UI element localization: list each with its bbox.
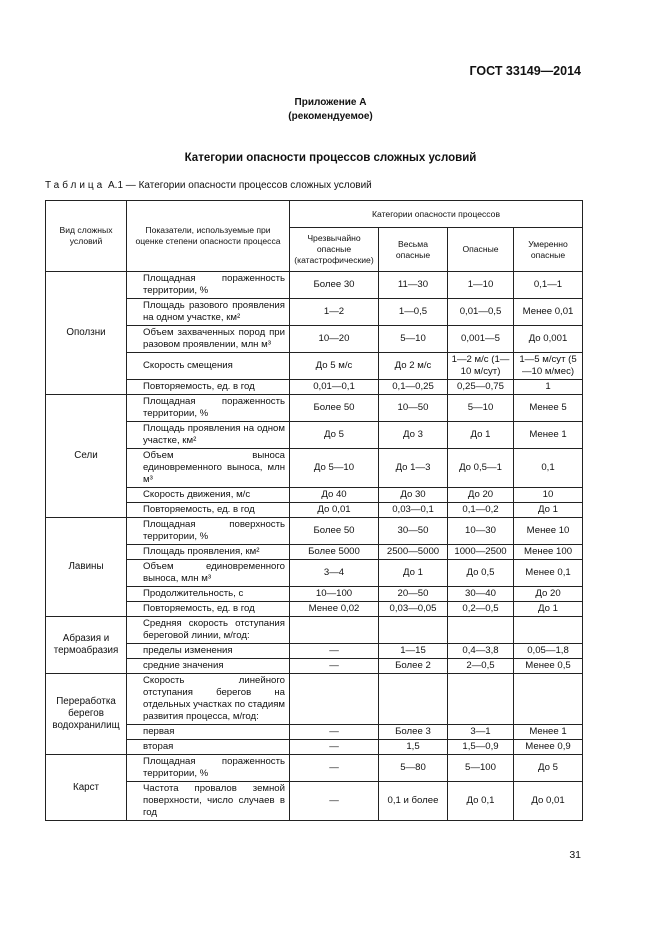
- category-value-cell: До 40: [290, 488, 379, 503]
- category-value-cell: 0,1—0,2: [448, 503, 514, 518]
- page-heading: Категории опасности процессов сложных условий: [184, 152, 477, 164]
- category-value-cell: Менее 10: [514, 518, 583, 545]
- table-row: [46, 659, 583, 674]
- category-value-cell: Менее 5: [514, 395, 583, 422]
- category-value-cell: До 0,01: [290, 503, 379, 518]
- condition-type-cell: Абразия и термоабразия: [46, 617, 127, 674]
- indicator-cell: Площадь проявления на одном участке, км²: [127, 422, 290, 449]
- category-value-cell: 1—5 м/сут (5—10 м/мес): [514, 353, 583, 380]
- category-value-cell: —: [290, 740, 379, 755]
- category-value-cell: —: [290, 755, 379, 782]
- table-row: [46, 617, 583, 644]
- category-value-cell: —: [290, 644, 379, 659]
- category-value-cell: 0,01—0,5: [448, 299, 514, 326]
- category-value-cell: До 1: [448, 422, 514, 449]
- indicator-cell: первая: [127, 725, 290, 740]
- category-value-cell: 1,5: [379, 740, 448, 755]
- category-value-cell: 3—4: [290, 560, 379, 587]
- category-value-cell: 2—0,5: [448, 659, 514, 674]
- condition-type-cell: Оползни: [46, 272, 127, 395]
- category-value-cell: До 0,001: [514, 326, 583, 353]
- condition-type-cell: Карст: [46, 755, 127, 821]
- category-value-cell: 10—50: [379, 395, 448, 422]
- table-row: [46, 644, 583, 659]
- category-value-cell: 5—10: [379, 326, 448, 353]
- indicator-cell: Объем захваченных пород при разовом проявлении, млн м³: [127, 326, 290, 353]
- category-value-cell: 30—40: [448, 587, 514, 602]
- indicator-cell: Скорость смещения: [127, 353, 290, 380]
- indicator-cell: средние значения: [127, 659, 290, 674]
- category-value-cell: 1—2: [290, 299, 379, 326]
- category-value-cell: [379, 617, 448, 644]
- table-caption-text: А.1 — Категории опасности процессов сложных условий: [108, 180, 372, 191]
- header-dangerous: Опасные: [448, 228, 514, 272]
- annex-title: Приложение А: [294, 97, 367, 108]
- header-condition-type: Вид сложных условий: [46, 201, 127, 272]
- category-value-cell: 0,1 и более: [379, 782, 448, 821]
- indicator-cell: Площадная пораженность территории, %: [127, 272, 290, 299]
- category-value-cell: До 1—3: [379, 449, 448, 488]
- category-value-cell: 10—100: [290, 587, 379, 602]
- category-value-cell: 11—30: [379, 272, 448, 299]
- category-value-cell: 20—50: [379, 587, 448, 602]
- category-value-cell: —: [290, 659, 379, 674]
- category-value-cell: До 1: [514, 503, 583, 518]
- page-number: 31: [569, 849, 581, 861]
- table-caption-prefix: Таблица: [45, 180, 106, 191]
- category-value-cell: 5—100: [448, 755, 514, 782]
- category-value-cell: [290, 617, 379, 644]
- category-value-cell: 1—0,5: [379, 299, 448, 326]
- table-row: [46, 503, 583, 518]
- header-categories: Категории опасности процессов: [290, 201, 583, 228]
- category-value-cell: 0,03—0,1: [379, 503, 448, 518]
- indicator-cell: вторая: [127, 740, 290, 755]
- category-value-cell: —: [290, 782, 379, 821]
- category-value-cell: —: [290, 725, 379, 740]
- category-value-cell: Менее 0,9: [514, 740, 583, 755]
- table-row: [46, 740, 583, 755]
- category-value-cell: Более 3: [379, 725, 448, 740]
- table-row: [46, 725, 583, 740]
- table-row: [46, 326, 583, 353]
- hazard-table-body: [46, 201, 583, 821]
- category-value-cell: 1000—2500: [448, 545, 514, 560]
- category-value-cell: До 3: [379, 422, 448, 449]
- category-value-cell: Менее 0,5: [514, 659, 583, 674]
- table-row: [46, 422, 583, 449]
- category-value-cell: 0,1—1: [514, 272, 583, 299]
- indicator-cell: Площадная пораженность территории, %: [127, 755, 290, 782]
- table-row: [46, 353, 583, 380]
- category-value-cell: До 0,1: [448, 782, 514, 821]
- indicator-cell: Объем выноса единовременного выноса, млн м³: [127, 449, 290, 488]
- category-value-cell: Более 5000: [290, 545, 379, 560]
- indicator-cell: Продолжительность, с: [127, 587, 290, 602]
- table-row: [46, 299, 583, 326]
- indicator-cell: Скорость линейного отступания берегов на отдельных участках по стадиям развития процесса, м/год:: [127, 674, 290, 725]
- category-value-cell: 0,1: [514, 449, 583, 488]
- category-value-cell: До 20: [514, 587, 583, 602]
- category-value-cell: 0,01—0,1: [290, 380, 379, 395]
- category-value-cell: 0,001—5: [448, 326, 514, 353]
- category-value-cell: Менее 0,1: [514, 560, 583, 587]
- table-row: [46, 380, 583, 395]
- category-value-cell: 3—1: [448, 725, 514, 740]
- category-value-cell: Менее 1: [514, 422, 583, 449]
- hazard-table: [45, 200, 583, 821]
- category-value-cell: До 2 м/с: [379, 353, 448, 380]
- category-value-cell: [448, 617, 514, 644]
- condition-type-cell: Сели: [46, 395, 127, 518]
- category-value-cell: [514, 617, 583, 644]
- category-value-cell: До 30: [379, 488, 448, 503]
- category-value-cell: Более 50: [290, 518, 379, 545]
- category-value-cell: 1—2 м/с (1—10 м/сут): [448, 353, 514, 380]
- category-value-cell: 0,25—0,75: [448, 380, 514, 395]
- category-value-cell: До 1: [379, 560, 448, 587]
- category-value-cell: Более 2: [379, 659, 448, 674]
- table-row: [46, 560, 583, 587]
- category-value-cell: 30—50: [379, 518, 448, 545]
- table-row: [46, 449, 583, 488]
- table-row: [46, 518, 583, 545]
- category-value-cell: [514, 674, 583, 725]
- table-header-row: [46, 201, 583, 228]
- category-value-cell: 10—30: [448, 518, 514, 545]
- table-row: [46, 272, 583, 299]
- category-value-cell: 0,2—0,5: [448, 602, 514, 617]
- category-value-cell: 5—10: [448, 395, 514, 422]
- category-value-cell: 0,03—0,05: [379, 602, 448, 617]
- category-value-cell: [448, 674, 514, 725]
- table-row: [46, 488, 583, 503]
- category-value-cell: [290, 674, 379, 725]
- indicator-cell: Площадная пораженность территории, %: [127, 395, 290, 422]
- condition-type-cell: Переработка берегов водохранилищ: [46, 674, 127, 755]
- indicator-cell: Повторяемость, ед. в год: [127, 380, 290, 395]
- category-value-cell: 1,5—0,9: [448, 740, 514, 755]
- category-value-cell: До 20: [448, 488, 514, 503]
- table-caption: [45, 180, 372, 191]
- indicator-cell: Частота провалов земной поверхности, число случаев в год: [127, 782, 290, 821]
- indicator-cell: Скорость движения, м/с: [127, 488, 290, 503]
- annex-block: [0, 96, 661, 124]
- indicator-cell: Повторяемость, ед. в год: [127, 503, 290, 518]
- category-value-cell: До 5—10: [290, 449, 379, 488]
- header-indicators: Показатели, используемые при оценке степени опасности процесса: [127, 201, 290, 272]
- category-value-cell: Менее 100: [514, 545, 583, 560]
- category-value-cell: До 5 м/с: [290, 353, 379, 380]
- category-value-cell: До 5: [514, 755, 583, 782]
- indicator-cell: Повторяемость, ед. в год: [127, 602, 290, 617]
- table-row: [46, 674, 583, 725]
- table-row: [46, 545, 583, 560]
- category-value-cell: Более 50: [290, 395, 379, 422]
- table-row: [46, 587, 583, 602]
- category-value-cell: 0,05—1,8: [514, 644, 583, 659]
- category-value-cell: 10: [514, 488, 583, 503]
- category-value-cell: До 0,5: [448, 560, 514, 587]
- category-value-cell: До 5: [290, 422, 379, 449]
- header-extremely-dangerous: Чрезвычайно опасные (катастрофические): [290, 228, 379, 272]
- category-value-cell: 1: [514, 380, 583, 395]
- category-value-cell: 5—80: [379, 755, 448, 782]
- category-value-cell: 1—10: [448, 272, 514, 299]
- table-row: [46, 782, 583, 821]
- category-value-cell: 0,1—0,25: [379, 380, 448, 395]
- table-row: [46, 755, 583, 782]
- header-very-dangerous: Весьма опасные: [379, 228, 448, 272]
- category-value-cell: [379, 674, 448, 725]
- category-value-cell: 0,4—3,8: [448, 644, 514, 659]
- category-value-cell: Более 30: [290, 272, 379, 299]
- category-value-cell: 1—15: [379, 644, 448, 659]
- category-value-cell: До 1: [514, 602, 583, 617]
- indicator-cell: Площадь разового проявления на одном участке, км²: [127, 299, 290, 326]
- document-code: ГОСТ 33149—2014: [469, 64, 581, 78]
- category-value-cell: До 0,01: [514, 782, 583, 821]
- table-row: [46, 395, 583, 422]
- category-value-cell: 10—20: [290, 326, 379, 353]
- category-value-cell: Менее 0,01: [514, 299, 583, 326]
- indicator-cell: Площадная поверхность территории, %: [127, 518, 290, 545]
- indicator-cell: Объем единовременного выноса, млн м³: [127, 560, 290, 587]
- category-value-cell: 2500—5000: [379, 545, 448, 560]
- category-value-cell: До 0,5—1: [448, 449, 514, 488]
- header-moderately-dangerous: Умеренно опасные: [514, 228, 583, 272]
- annex-status: (рекомендуемое): [288, 111, 373, 122]
- indicator-cell: пределы изменения: [127, 644, 290, 659]
- table-row: [46, 602, 583, 617]
- condition-type-cell: Лавины: [46, 518, 127, 617]
- indicator-cell: Средняя скорость отступания береговой линии, м/год:: [127, 617, 290, 644]
- indicator-cell: Площадь проявления, км²: [127, 545, 290, 560]
- category-value-cell: Менее 1: [514, 725, 583, 740]
- category-value-cell: Менее 0,02: [290, 602, 379, 617]
